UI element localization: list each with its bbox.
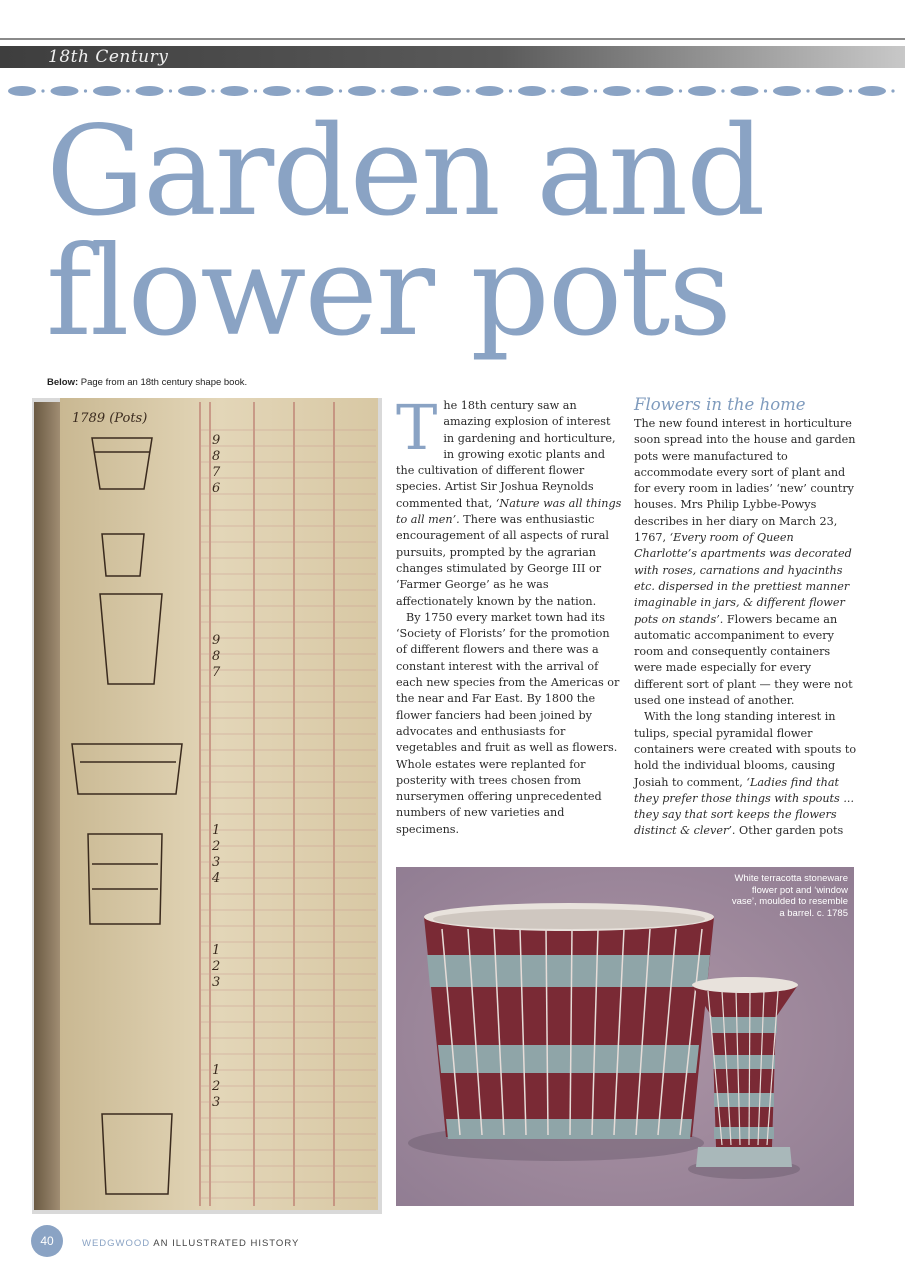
col1-para1-a: he 18th century saw an amazing explosion of interest in gardening and horticulture, in growing exotic plants and the cultivation of different flower species. Artist Sir Joshua Reynolds commented that, xyxy=(396,399,616,510)
svg-text:9: 9 xyxy=(212,633,221,648)
svg-text:3: 3 xyxy=(212,855,221,870)
col1-para1-b: There was enthusiastic encouragement of all aspects of rural pursuits, prompted by the agrarian changes stimulated by George III or ‘Farmer George’ as he was affectionately known by the nation. xyxy=(396,513,609,608)
svg-text:7: 7 xyxy=(212,665,221,680)
svg-text:6: 6 xyxy=(212,481,221,496)
ornament-dot xyxy=(433,86,461,96)
svg-text:7: 7 xyxy=(212,465,221,480)
drop-cap: T xyxy=(396,391,438,464)
ornament-bead xyxy=(84,89,87,92)
svg-text:8: 8 xyxy=(212,649,221,664)
ornament-bead xyxy=(211,89,214,92)
ornament-dot xyxy=(773,86,801,96)
ornament-dot xyxy=(858,86,886,96)
page-headline xyxy=(46,100,764,364)
ornament-bead xyxy=(806,89,809,92)
svg-text:2: 2 xyxy=(212,839,221,854)
svg-text:3: 3 xyxy=(212,1095,221,1110)
decorative-dot-row xyxy=(0,84,905,98)
ornament-bead xyxy=(891,89,894,92)
ornament-bead xyxy=(41,89,44,92)
ornament-dot xyxy=(391,86,419,96)
svg-text:2: 2 xyxy=(212,959,221,974)
col2-para1-a: The new found interest in horticulture soon spread into the house and garden pots were manufactured to accommodate every sort of plant and for every room in ladies’ ‘new’ country houses. Mrs Philip Lybbe-Powys describes in her diary on March 23, 1767, xyxy=(634,417,856,545)
ornament-bead xyxy=(296,89,299,92)
ornament-bead xyxy=(509,89,512,92)
large-flower-pot xyxy=(408,903,714,1161)
ornament-bead xyxy=(764,89,767,92)
ornament-dot xyxy=(476,86,504,96)
publication-name xyxy=(82,1238,299,1249)
ornament-dot xyxy=(348,86,376,96)
caption-label: Below: xyxy=(47,377,79,388)
ornament-dot xyxy=(51,86,79,96)
svg-text:1: 1 xyxy=(212,823,221,838)
ornament-bead xyxy=(636,89,639,92)
ornament-bead xyxy=(721,89,724,92)
svg-text:4: 4 xyxy=(212,871,221,886)
ornament-bead xyxy=(169,89,172,92)
svg-text:1: 1 xyxy=(212,1063,221,1078)
ornament-bead xyxy=(551,89,554,92)
flower-pot-photo xyxy=(396,867,854,1206)
col2-para1-b: Flowers became an automatic accompaniment to every room and consequently containers were made especially for every different sort of plant — they were not used one instead of another. xyxy=(634,612,853,708)
svg-text:8: 8 xyxy=(212,449,221,464)
publication-title: AN ILLUSTRATED HISTORY xyxy=(150,1238,300,1249)
ornament-dot xyxy=(646,86,674,96)
ornament-bead xyxy=(594,89,597,92)
section-heading: Flowers in the home xyxy=(634,395,806,414)
ornament-bead xyxy=(466,89,469,92)
ornament-dot xyxy=(136,86,164,96)
ornament-bead xyxy=(424,89,427,92)
ornament-bead xyxy=(679,89,682,92)
ornament-dot xyxy=(688,86,716,96)
caption-text: Page from an 18th century shape book. xyxy=(78,377,248,388)
col2-para2-b: Other garden pots xyxy=(735,824,844,838)
publication-brand: WEDGWOOD xyxy=(82,1238,151,1249)
ornament-dot xyxy=(263,86,291,96)
shape-book-caption xyxy=(47,377,247,388)
ornament-dot xyxy=(178,86,206,96)
ornament-dot xyxy=(731,86,759,96)
headline-line-2: flower pots xyxy=(46,220,730,364)
svg-text:1789 (Pots): 1789 (Pots) xyxy=(72,411,148,426)
svg-text:3: 3 xyxy=(212,975,221,990)
svg-text:1: 1 xyxy=(212,943,221,958)
col2-para2-a: With the long standing interest in tulips, special pyramidal flower containers were created with spouts to hold the individual blooms, causing Josiah to comment, xyxy=(634,710,857,789)
col1-quote-reynolds: ‘Nature was all things to all men’. xyxy=(396,496,622,527)
ornament-dot xyxy=(518,86,546,96)
ornament-bead xyxy=(254,89,257,92)
headline-line-1: Garden and xyxy=(46,100,764,244)
ornament-bead xyxy=(849,89,852,92)
ornament-dot xyxy=(306,86,334,96)
svg-text:9: 9 xyxy=(212,433,221,448)
svg-text:2: 2 xyxy=(212,1079,221,1094)
col2-quote-diary: ‘Every room of Queen Charlotte’s apartments was decorated with roses, carnations and hyacinths etc. dispersed in the prettiest manner imaginable in jars, & different flower pots on stands’. xyxy=(634,531,852,626)
section-header-bar xyxy=(0,38,905,72)
ornament-dot xyxy=(93,86,121,96)
article-column-2 xyxy=(634,395,860,840)
ornament-dot xyxy=(8,86,36,96)
ornament-bead xyxy=(339,89,342,92)
photo-caption: White terracotta stoneware flower pot and ‘window vase’, moulded to resemble a barrel. c. 1785 xyxy=(731,873,848,919)
ornament-dot xyxy=(561,86,589,96)
col2-quote-josiah: ‘Ladies find that they prefer those things with spouts ... they say that sort keeps the flowers distinct & clever’. xyxy=(634,775,855,838)
ornament-dot xyxy=(221,86,249,96)
ornament-dot xyxy=(603,86,631,96)
shape-book-page-image xyxy=(32,394,382,1214)
article-column-1 xyxy=(396,391,622,838)
page-number: 40 xyxy=(31,1225,63,1257)
section-label: 18th Century xyxy=(48,47,169,67)
ornament-bead xyxy=(126,89,129,92)
header-rule xyxy=(0,38,905,40)
ornament-dot xyxy=(816,86,844,96)
col1-para2: By 1750 every market town had its ‘Society of Florists’ for the promotion of different flowers and there was a constant interest with the arrival of each new species from the Americas or the near and Far East. By 1800 the flower fanciers had been joined by advocates and enthusiasts for vegetables and fruit as well as flowers. Whole estates were replanted for posterity with trees chosen from nurserymen offering unprecedented numbers of new varieties and specimens. xyxy=(396,610,620,836)
ornament-bead xyxy=(381,89,384,92)
